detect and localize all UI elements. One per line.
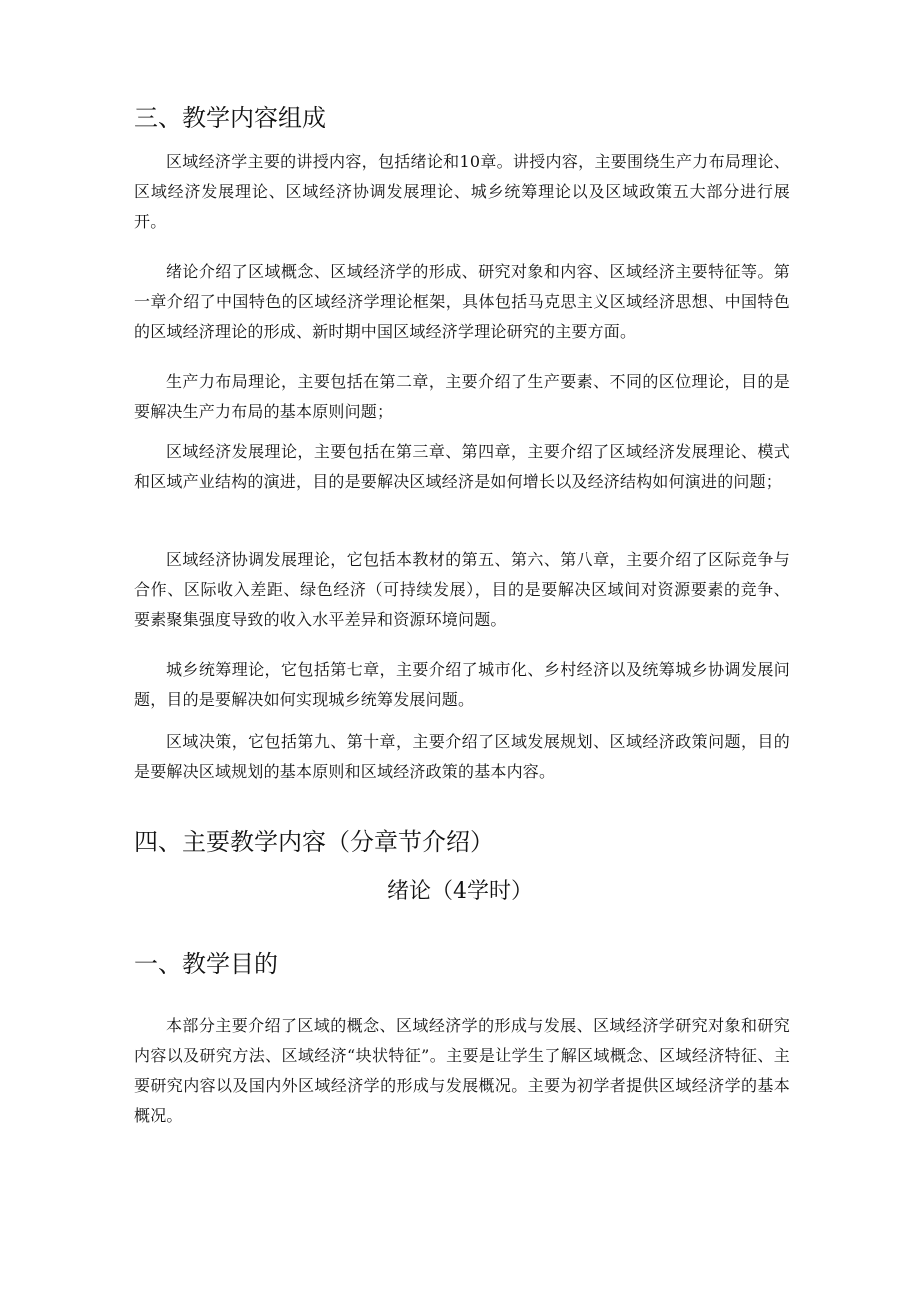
subsection-heading-teaching-objectives: 一、教学目的 <box>134 950 278 978</box>
paragraph-urban-rural-integration-theory: 城乡统筹理论，它包括第七章，主要介绍了城市化、乡村经济以及统筹城乡协调发展问题，目的是要解决如何实现城乡统筹发展问题。 <box>134 660 790 709</box>
section-heading-main-teaching-content: 四、主要教学内容（分章节介绍） <box>134 828 494 856</box>
paragraph-regional-decision-making: 区域决策，它包括第九、第十章，主要介绍了区域发展规划、区域经济政策问题，目的是要解决区域规划的基本原则和区域经济政策的基本内容。 <box>134 732 790 781</box>
paragraph-introduction-chapter-one: 绪论介绍了区域概念、区域经济学的形成、研究对象和内容、区域经济主要特征等。第一章介绍了中国特色的区域经济学理论框架，具体包括马克思主义区域经济思想、中国特色的区域经济理论的形成、新时期中国区域经济学理论研究的主要方面。 <box>134 262 790 341</box>
paragraph-coordinated-development-theory: 区域经济协调发展理论，它包括本教材的第五、第六、第八章，主要介绍了区际竞争与合作、区际收入差距、绿色经济（可持续发展），目的是要解决区域间对资源要素的竞争、要素聚集强度导致的收入水平差异和资源环境问题。 <box>134 550 790 629</box>
paragraph-course-overview: 区域经济学主要的讲授内容，包括绪论和10章。讲授内容，主要围绕生产力布局理论、区域经济发展理论、区域经济协调发展理论、城乡统筹理论以及区域政策五大部分进行展开。 <box>134 152 790 231</box>
paragraph-teaching-objectives: 本部分主要介绍了区域的概念、区域经济学的形成与发展、区域经济学研究对象和研究内容以及研究方法、区域经济“块状特征”。主要是让学生了解区域概念、区域经济特征、主要研究内容以及国内外区域经济学的形成与发展概况。主要为初学者提供区域经济学的基本概况。 <box>134 1016 790 1125</box>
section-heading-teaching-content-composition: 三、教学内容组成 <box>134 104 326 132</box>
paragraph-regional-development-theory: 区域经济发展理论，主要包括在第三章、第四章，主要介绍了区域经济发展理论、模式和区域产业结构的演进，目的是要解决区域经济是如何增长以及经济结构如何演进的问题； <box>134 442 790 491</box>
chapter-title-introduction: 绪论（4学时） <box>387 879 533 904</box>
paragraph-productivity-layout-theory: 生产力布局理论，主要包括在第二章，主要介绍了生产要素、不同的区位理论，目的是要解决生产力布局的基本原则问题； <box>134 372 790 421</box>
